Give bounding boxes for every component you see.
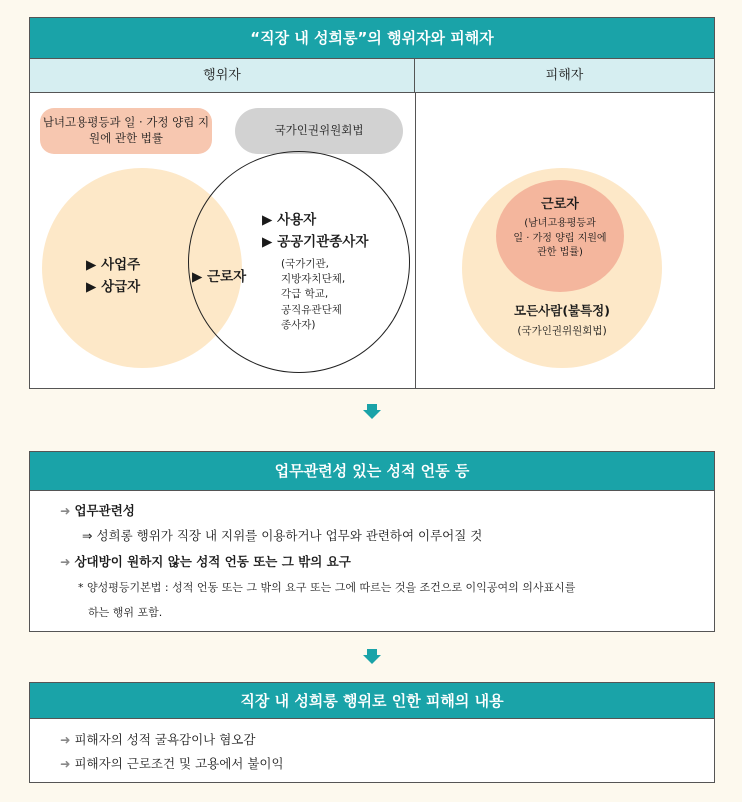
perpetrator-header: 행위자: [30, 59, 415, 93]
item-unwanted-conduct: [60, 552, 714, 570]
public-detail-line: 지방자치단체,: [281, 273, 346, 286]
superior-label: ▶ 상급자: [86, 279, 141, 295]
public-employee-detail: [281, 257, 345, 333]
perpetrator-victim-box: [29, 17, 715, 389]
public-detail-line: 각급 학교,: [281, 288, 329, 301]
arrow-bullet-icon: ➜: [60, 756, 71, 771]
employer-label: ▶ 사업주: [86, 257, 141, 273]
column-divider: [415, 93, 416, 388]
user-label: ▶ 사용자: [262, 212, 317, 228]
down-arrow-icon: [363, 655, 381, 664]
everyone-law: (국가인권위원회법): [517, 325, 607, 337]
item-work-related: [60, 501, 714, 519]
gender-equality-note-cont: 하는 행위 포함.: [88, 606, 163, 619]
victim-law-line: 일 · 가정 양립 지원에: [513, 232, 607, 244]
public-employee-label: ▶ 공공기관종사자: [262, 234, 369, 250]
arrow-bullet-icon: ➜: [60, 554, 71, 569]
arrow-bullet-icon: ➜: [60, 503, 71, 518]
gender-equality-note: * 양성평등기본법 : 성적 언동 또는 그 밖의 요구 또는 그에 따르는 것을 조건으로 이익공여의 의사표시를: [78, 581, 576, 594]
nhrc-law-pill: 국가인권위원회법: [235, 108, 403, 154]
victim-law-line: 관한 법률): [537, 247, 583, 258]
item-work-related-title: 업무관련성: [74, 503, 135, 518]
victim-worker-law: [496, 217, 624, 261]
public-detail-line: (국가기관,: [281, 258, 330, 270]
damage-item: [60, 754, 714, 772]
damage-item-text: 피해자의 성적 굴욕감이나 혐오감: [74, 732, 256, 747]
item-work-related-desc: ⇒ 성희롱 행위가 직장 내 지위를 이용하거나 업무와 관련하여 이루어질 것: [82, 528, 483, 543]
box2-title: 업무관련성 있는 성적 언동 등: [30, 452, 714, 491]
victim-worker-label: 근로자: [541, 197, 579, 212]
public-detail-line: 종사자): [281, 318, 316, 331]
victim-law-line: (남녀고용평등과: [524, 218, 596, 229]
victim-header: 피해자: [415, 59, 714, 93]
down-arrow-icon: [363, 410, 381, 419]
equal-employment-law-pill: 남녀고용평등과 일 · 가정 양립 지원에 관한 법률: [40, 108, 212, 154]
damage-content-box: [29, 682, 715, 783]
public-detail-line: 공직유관단체: [281, 303, 342, 316]
everyone-label: 모든사람(불특정): [514, 303, 610, 318]
box3-title: 직장 내 성희롱 행위로 인한 피해의 내용: [30, 683, 714, 719]
damage-item-text: 피해자의 근로조건 및 고용에서 불이익: [74, 756, 284, 771]
damage-item: [60, 730, 714, 748]
worker-label: ▶ 근로자: [192, 269, 247, 285]
arrow-bullet-icon: ➜: [60, 732, 71, 747]
item-unwanted-conduct-title: 상대방이 원하지 않는 성적 언동 또는 그 밖의 요구: [74, 554, 351, 569]
box1-title: “직장 내 성희롱”의 행위자와 피해자: [30, 18, 714, 59]
work-related-conduct-box: [29, 451, 715, 632]
